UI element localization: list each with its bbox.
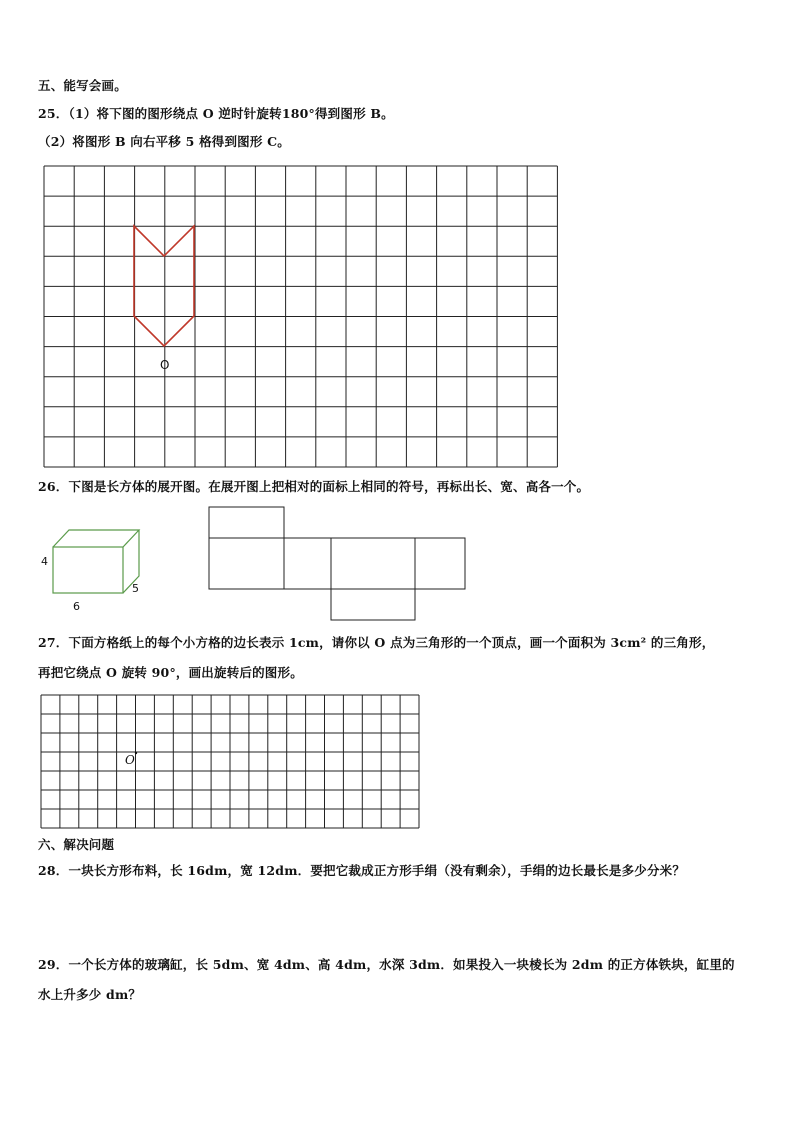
cuboid-net <box>209 507 465 620</box>
q27-grid <box>41 695 419 828</box>
cuboid-length-label: 6 <box>73 600 80 613</box>
q27-point-o: O <box>125 753 135 767</box>
q27-line1: 27．下面方格纸上的每个小方格的边长表示 1cm，请你以 O 点为三角形的一个顶点，画一个面积为 3cm² 的三角形， <box>38 635 715 650</box>
q28-text: 28．一块长方形布料，长 16dm，宽 12dm．要把它裁成正方形手绢（没有剩余），手绢的边长最长是多少分米？ <box>38 863 686 878</box>
cuboid-depth-label: 5 <box>132 582 139 595</box>
section6-heading: 六、解决问题 <box>38 837 115 852</box>
q25-line1: 25．（1）将下图的图形绕点 O 逆时针旋转180°得到图形 B。 <box>38 106 394 121</box>
section5-heading: 五、能写会画。 <box>38 78 127 93</box>
q26-text: 26．下图是长方体的展开图。在展开图上把相对的面标上相同的符号，再标出长、宽、高各一个。 <box>38 479 590 494</box>
q25-point-o: O <box>160 358 170 372</box>
cuboid-height-label: 4 <box>41 555 48 568</box>
q25-line2: （2）将图形 B 向右平移 5 格得到图形 C。 <box>38 134 290 149</box>
q25-arrow-shape <box>134 226 194 346</box>
q25-grid <box>44 166 557 467</box>
q29-line2: 水上升多少 dm？ <box>38 987 142 1002</box>
q27-point-dot <box>135 752 137 754</box>
q29-line1: 29．一个长方体的玻璃缸，长 5dm、宽 4dm、高 4dm，水深 3dm．如果投入一块棱长为 2dm 的正方体铁块，缸里的 <box>38 957 735 972</box>
q27-line2: 再把它绕点 O 旋转 90°，画出旋转后的图形。 <box>38 665 303 680</box>
cuboid-drawing <box>53 530 139 593</box>
